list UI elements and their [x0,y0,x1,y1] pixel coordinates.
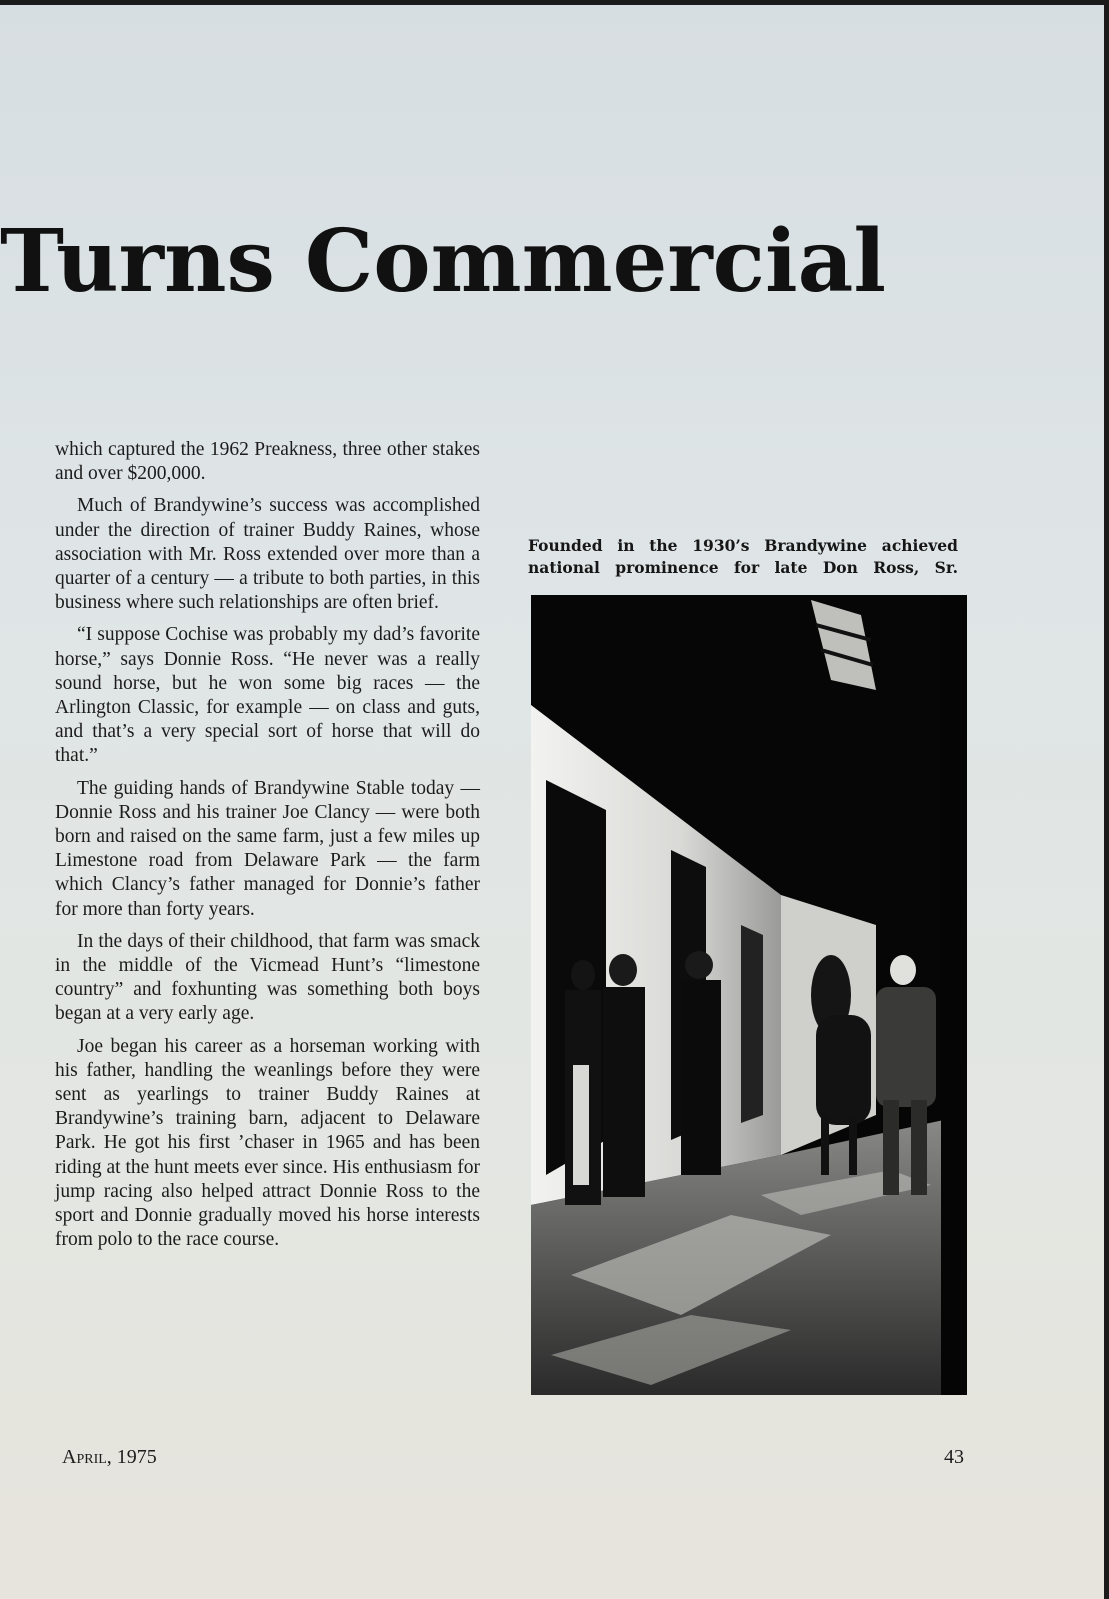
article-headline: Turns Commercial [0,211,887,312]
barn-photo [531,595,967,1395]
photo-caption: Founded in the 1930’s Brandywine achieved national prominence for late Don Ross, Sr. [528,536,958,577]
groom-silhouette [876,987,936,1107]
body-paragraph: Joe began his career as a horseman working with his father, handling the weanlings before they were sent as yearlings to trainer Buddy Raines at Brandywine’s training barn, adjacent to Delaware Park. He got his first ’chaser in 1965 and has been riding at the hunt meets ever since. His enthusiasm for jump racing also helped attract Donnie Ross to the sport and Donnie gradually moved his horse interests from polo to the race course. [55,1035,480,1251]
body-paragraph: In the days of their childhood, that farm was smack in the middle of the Vicmead Hunt’s “limestone country” and foxhunting was something both boys began at a very early age. [55,930,480,1025]
issue-date [62,1446,157,1469]
barn-photo-illustration [531,595,967,1395]
issue-year: 1975 [116,1446,157,1468]
body-paragraph: The guiding hands of Brandywine Stable today — Donnie Ross and his trainer Joe Clancy — were both born and raised on the same farm, just a few miles up Limestone road from Delaware Park — the farm which Clancy’s father managed for Donnie’s father for more than forty years. [55,777,480,920]
body-paragraph: which captured the 1962 Preakness, three other stakes and over $200,000. [55,439,480,485]
person-silhouette [681,980,721,1175]
magazine-page [0,5,1104,1599]
body-column [55,438,480,1261]
issue-month: April, [62,1446,112,1468]
page-number: 43 [944,1446,964,1468]
body-paragraph: Much of Brandywine’s success was accomplished under the direction of trainer Buddy Raines, whose association with Mr. Ross extended over more than a quarter of a century — a tribute to both parties, in this business where such relationships are often brief. [55,495,480,614]
body-paragraph: “I suppose Cochise was probably my dad’s favorite horse,” says Donnie Ross. “He never was a really sound horse, but he won some big races — the Arlington Classic, for example — on class and guts, and that’s a very special sort of horse that will do that.” [55,624,480,767]
person-silhouette [603,987,645,1197]
